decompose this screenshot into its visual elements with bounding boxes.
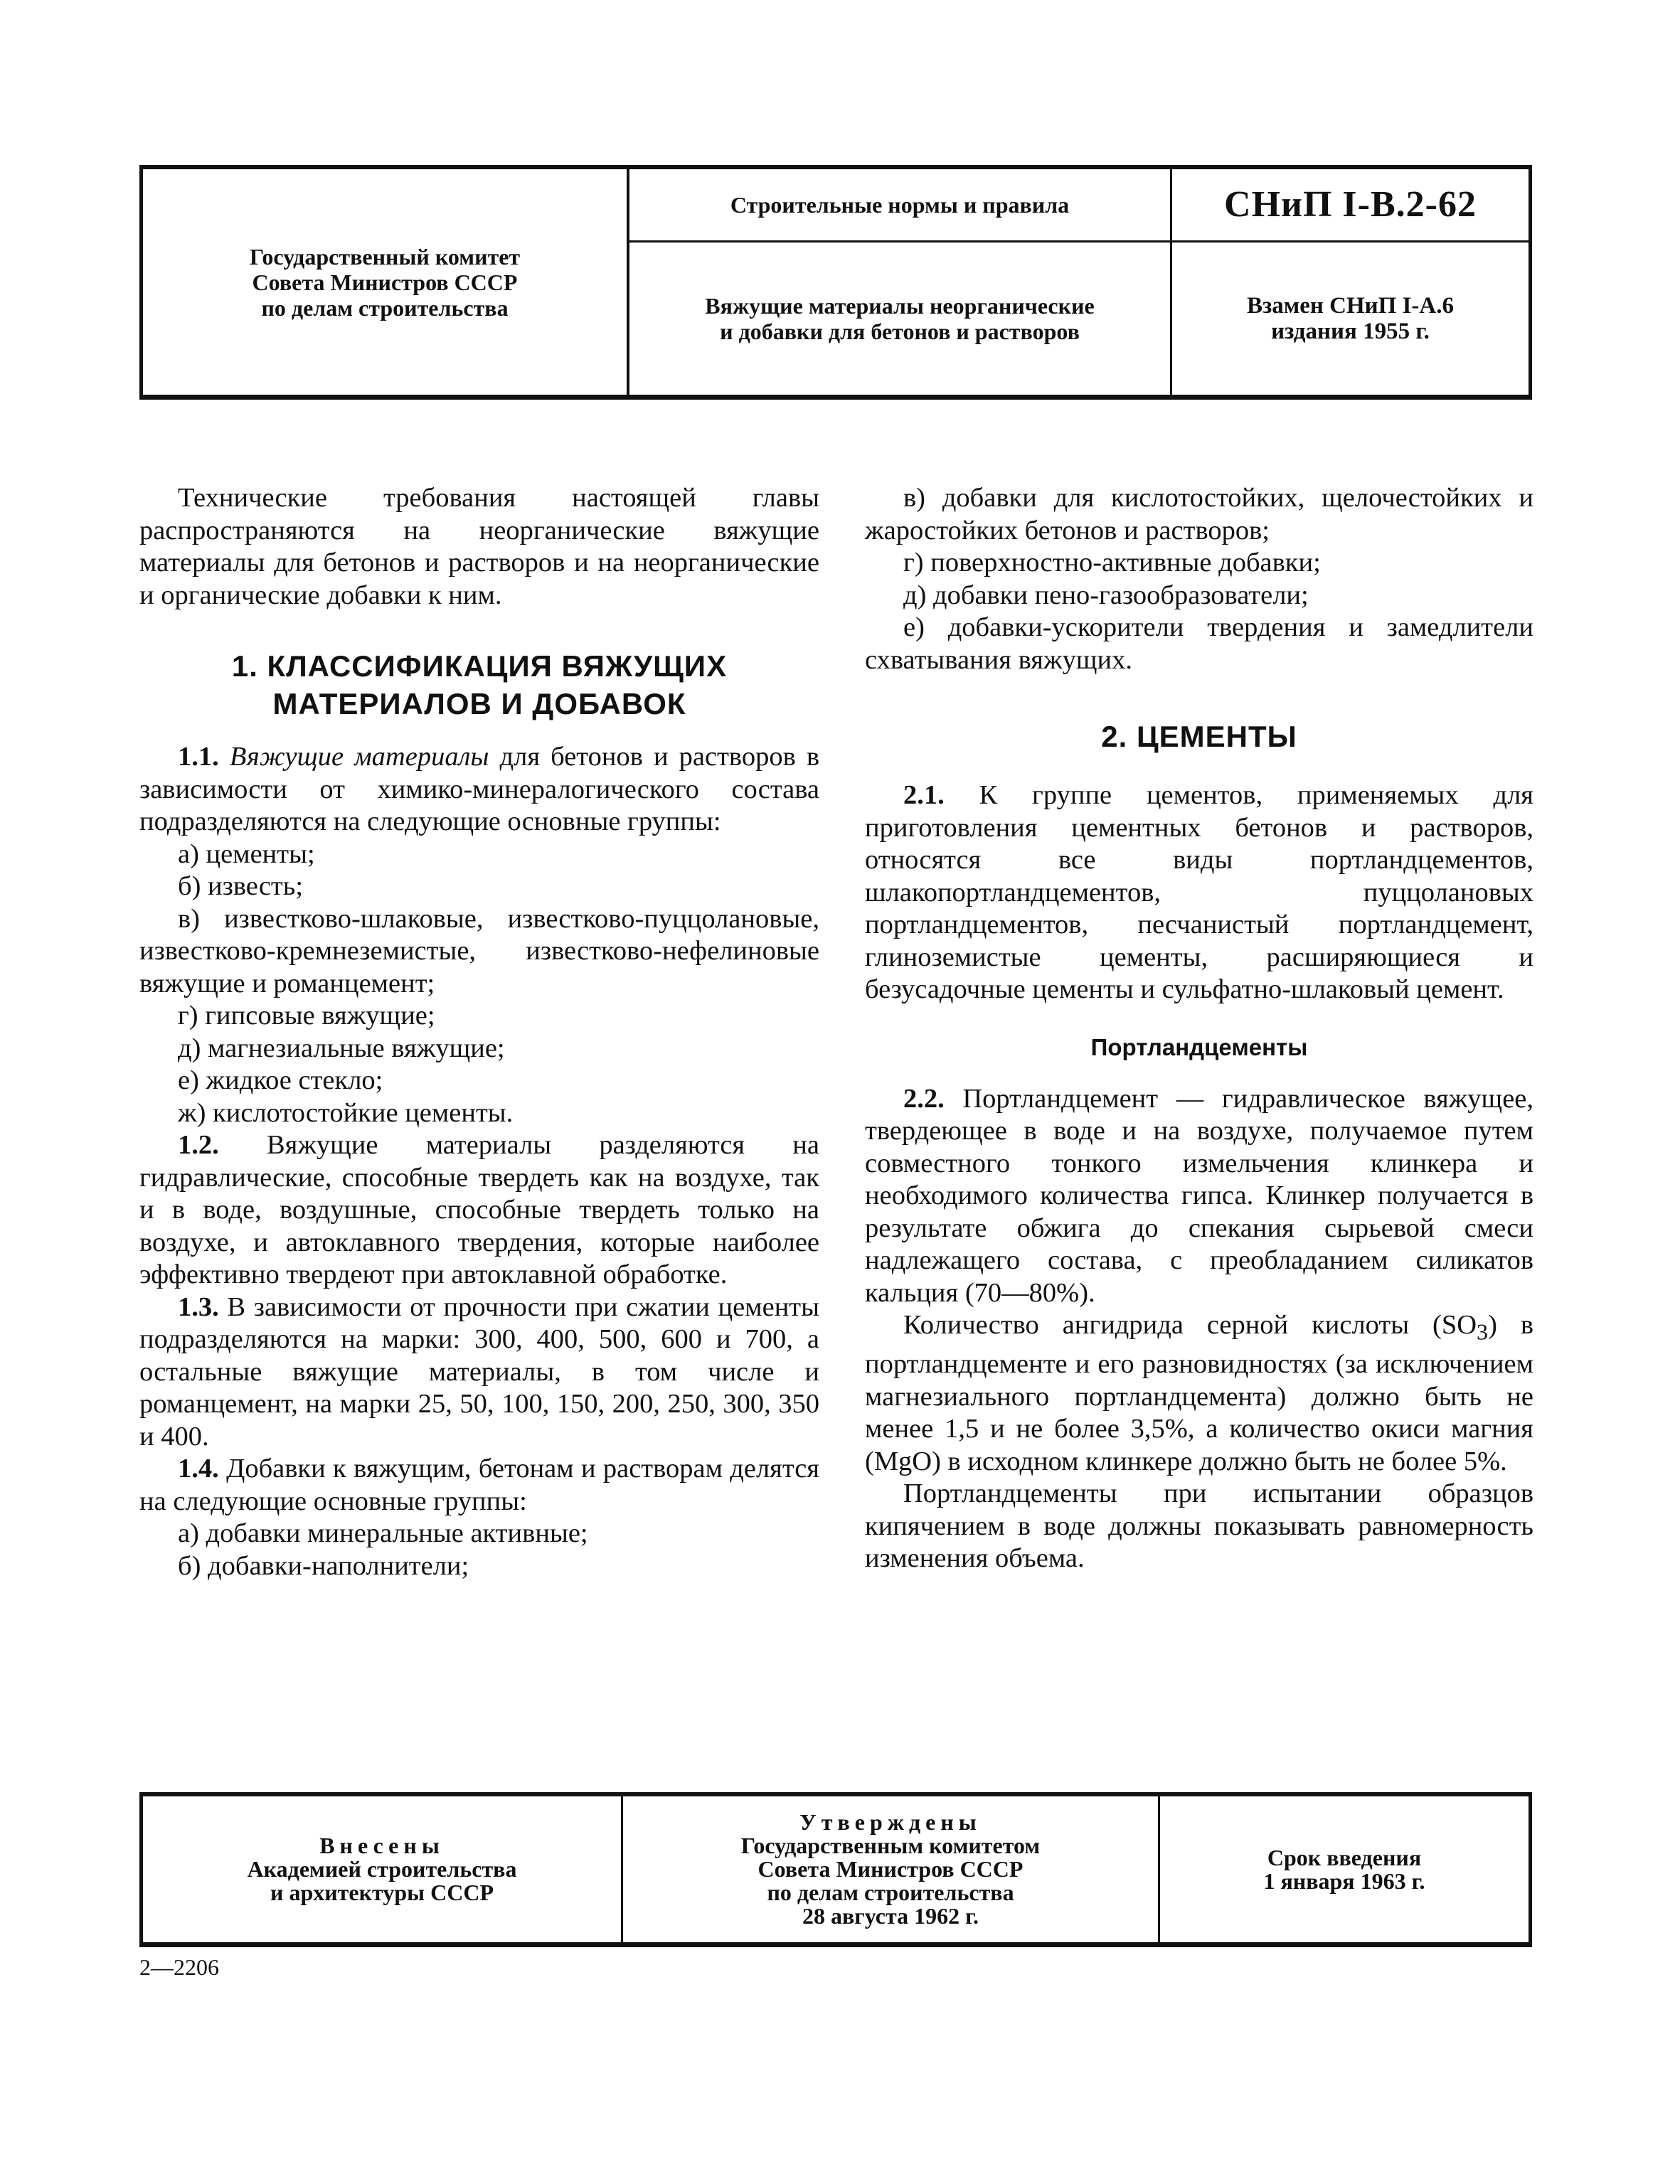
list-item: а) добавки минеральные активные; (178, 1518, 588, 1548)
clause-number: 1.2. (178, 1130, 219, 1160)
document-code: СНиП I-В.2-62 (1171, 167, 1531, 242)
paragraph-1-4 (139, 1453, 819, 1518)
page-code: 2—2206 (139, 1954, 219, 1980)
paragraph-1-1 (139, 741, 819, 838)
approved-line: Государственным комитетом (740, 1833, 1041, 1858)
clause-text: Портландцемент — гидравлическое вяжущее, твердеющее в воде и на воздухе, получаемое путем совместного тонкого измельчения клинкера и необходимого количества гипса. Клинкер получается в результате обжига до спекания сырьевой смеси надлежащего состава, с преобладанием силикатов кальция (70—80%). (865, 1083, 1533, 1308)
introduced-cell (142, 1794, 622, 1945)
section-1-heading (139, 647, 819, 723)
clause-text: для бетонов и растворов в зависимости от химико-минералогического состава подразделяются на следующие основные группы: (139, 742, 820, 836)
list-item: в) известково-шлаковые, известково-пуццолановые, известково-кремнеземистые, известково-нефелиновые вяжущие и романцемент; (139, 903, 819, 998)
clause-text: В зависимости от прочности при сжатии цементы подразделяются на марки: 300, 400, 500, 600 и 700, а остальные вяжущие материалы, в том числе и романцемент, на марки 25, 50, 100, 150, 200, 250, 300, 350 и 400. (139, 1291, 819, 1451)
right-column (865, 482, 1533, 1575)
effective-title: Срок введения (1267, 1844, 1422, 1870)
title-line: и добавки для бетонов и растворов (720, 319, 1080, 344)
list-item: в) добавки для кислотостойких, щелочестойких и жаростойких бетонов и растворов; (865, 483, 1533, 545)
list-item: д) добавки пено-газообразователи; (903, 580, 1309, 610)
clause-text: Добавки к вяжущим, бетонам и растворам делятся на следующие основные группы: (139, 1454, 819, 1516)
approved-line: по делам строительства (767, 1880, 1014, 1905)
paragraph-so3 (865, 1309, 1533, 1478)
text-part: ) в портландцементе и его разновидностях (за исключением магнезиального портландцемента) должно быть не менее 1,5 и не более 3,5%, а количество окиси магния (MgO) в исходном клинкере должно быть не более 5%. (865, 1310, 1533, 1476)
clause-number: 1.4. (178, 1454, 219, 1483)
heading-line: МАТЕРИАЛОВ И ДОБАВОК (272, 687, 686, 720)
issuing-organization (142, 167, 629, 398)
clause-number: 1.1. (178, 742, 219, 772)
footer-table (139, 1792, 1532, 1947)
list-item: б) известь; (178, 871, 304, 901)
org-line: Совета Министров СССР (252, 269, 518, 295)
list-item: б) добавки-наполнители; (178, 1550, 469, 1581)
intro-paragraph: Технические требования настоящей главы распространяются на неорганические вяжущие материалы для бетонов и растворов и на неорганические и органические добавки к ним. (139, 483, 819, 610)
clause-text: Вяжущие материалы разделяются на гидравлические, способные твердеть как на воздухе, так и в воде, воздушные, способные твердеть только на воздухе, и автоклавного твердения, которые наиболее эффективно твердеют при автоклавной обработке. (139, 1130, 820, 1289)
approved-cell (622, 1794, 1159, 1945)
clause-number: 2.2. (903, 1083, 945, 1114)
paragraph-1-2 (139, 1129, 819, 1291)
introduced-line: и архитектуры СССР (270, 1880, 494, 1905)
effective-date-cell (1159, 1794, 1531, 1945)
clause-number: 1.3. (178, 1291, 219, 1322)
subscript: 3 (1477, 1319, 1489, 1345)
document-type: Строительные нормы и правила (628, 167, 1171, 242)
approved-line: 28 августа 1962 г. (802, 1903, 979, 1929)
text-part: Количество ангидрида серной кислоты (SO (903, 1310, 1477, 1340)
list-item: а) цементы; (178, 838, 315, 869)
italic-term: Вяжущие материалы (229, 742, 489, 772)
replaces-note (1171, 242, 1531, 398)
list-item: г) поверхностно-активные добавки; (903, 548, 1321, 577)
list-item: ж) кислотостойкие цементы. (178, 1097, 514, 1128)
list-item: е) жидкое стекло; (178, 1065, 383, 1095)
left-column (139, 482, 819, 1582)
document-title (628, 242, 1171, 398)
introduced-line: Академией строительства (247, 1856, 517, 1882)
paragraph-2-2 (865, 1083, 1533, 1310)
approved-line: Совета Министров СССР (757, 1856, 1024, 1882)
header-table (139, 165, 1532, 400)
replaces-line: Взамен СНиП I-А.6 (1246, 293, 1454, 319)
org-line: Государственный комитет (249, 243, 521, 270)
paragraph-2-1 (865, 779, 1533, 1006)
clause-number: 2.1. (903, 780, 945, 810)
approved-title: Утверждены (799, 1809, 982, 1835)
effective-date: 1 января 1963 г. (1263, 1868, 1425, 1894)
introduced-title: Внесены (319, 1833, 445, 1858)
list-item: е) добавки-ускорители твердения и замедлители схватывания вяжущих. (865, 612, 1533, 675)
paragraph-1-3 (139, 1291, 819, 1454)
title-line: Вяжущие материалы неорганические (705, 293, 1095, 319)
subsection-heading: Портландцементы (1090, 1033, 1308, 1060)
paragraph-boiling-test: Портландцементы при испытании образцов кипячением в воде должны показывать равномерность изменения объема. (865, 1479, 1533, 1574)
section-2-heading: 2. ЦЕМЕНТЫ (1101, 720, 1297, 753)
clause-text: К группе цементов, применяемых для приготовления цементных бетонов и растворов, относятся все виды портландцементов, шлакопортландцементов, пуццолановых портландцементов, песчанистый портландцемент, глиноземистые цементы, расширяющиеся и безусадочные цементы и сульфатно-шлаковый цемент. (865, 780, 1533, 1004)
replaces-line: издания 1955 г. (1271, 319, 1430, 344)
org-line: по делам строительства (261, 294, 509, 321)
list-item: д) магнезиальные вяжущие; (178, 1033, 505, 1063)
list-item: г) гипсовые вяжущие; (178, 1001, 435, 1030)
heading-line: 1. КЛАССИФИКАЦИЯ ВЯЖУЩИХ (231, 649, 728, 683)
